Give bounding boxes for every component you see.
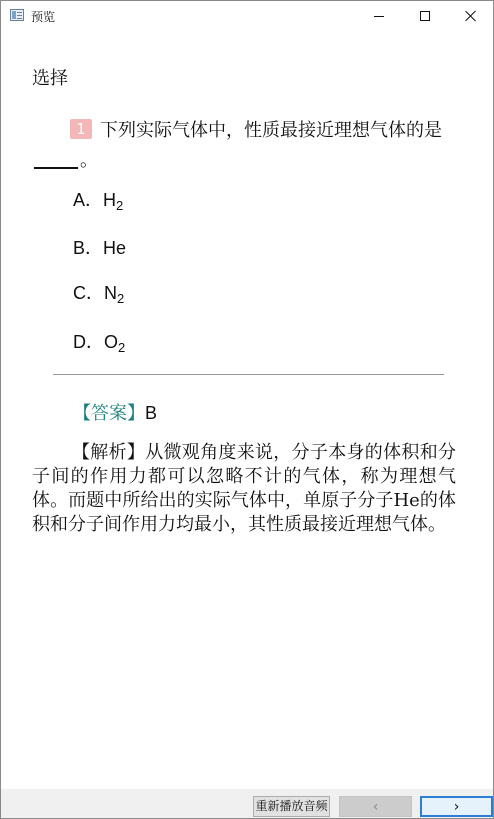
answer-label: 【答案】 xyxy=(73,403,145,424)
minimize-button[interactable] xyxy=(356,1,402,31)
close-button[interactable] xyxy=(448,1,494,31)
title-bar[interactable] xyxy=(1,1,493,31)
analysis-text: 【解析】从微观角度来说，分子本身的体积和分子间的作用力都可以忽略不计的气体，称为理想气体。而题中所给出的实际气体中，单原子分子He的体积和分子间作用力均最小，其性质最接近理想气体。 xyxy=(32,442,456,535)
question-stem xyxy=(32,116,452,176)
option-formula: H xyxy=(103,190,117,210)
question-text: 下列实际气体中，性质最接近理想气体的是 xyxy=(100,120,442,141)
chevron-right-icon: › xyxy=(453,798,460,815)
option-b xyxy=(73,234,126,260)
question-number-badge: 1 xyxy=(70,119,92,139)
maximize-button[interactable] xyxy=(402,1,448,31)
bottom-toolbar xyxy=(1,789,493,818)
chevron-left-icon: ‹ xyxy=(372,798,379,815)
next-button[interactable] xyxy=(420,796,493,817)
section-title: 选择 xyxy=(32,68,68,89)
option-letter: B． xyxy=(73,238,104,258)
answer-blank xyxy=(34,151,78,169)
option-formula: N xyxy=(104,283,117,303)
option-d xyxy=(73,328,125,355)
option-formula: O xyxy=(104,332,119,352)
app-window-icon xyxy=(10,9,24,21)
option-subscript: 2 xyxy=(117,291,125,306)
option-c xyxy=(73,279,124,306)
answer-line xyxy=(73,399,157,425)
option-letter: C． xyxy=(73,283,104,303)
option-subscript: 2 xyxy=(116,198,124,213)
window-title: 预览 xyxy=(31,10,56,24)
maximize-icon xyxy=(420,11,430,21)
option-letter: A． xyxy=(73,190,104,210)
previous-button[interactable] xyxy=(339,796,412,817)
option-a xyxy=(73,186,123,213)
answer-divider xyxy=(53,374,444,375)
option-formula: He xyxy=(103,238,127,258)
option-subscript: 2 xyxy=(118,340,126,355)
question-end: 。 xyxy=(80,150,98,171)
replay-audio-button[interactable]: 重新播放音频 xyxy=(253,796,330,817)
answer-value: B xyxy=(145,403,158,423)
option-letter: D． xyxy=(73,332,104,352)
close-icon xyxy=(465,10,477,22)
minimize-icon xyxy=(374,16,384,17)
